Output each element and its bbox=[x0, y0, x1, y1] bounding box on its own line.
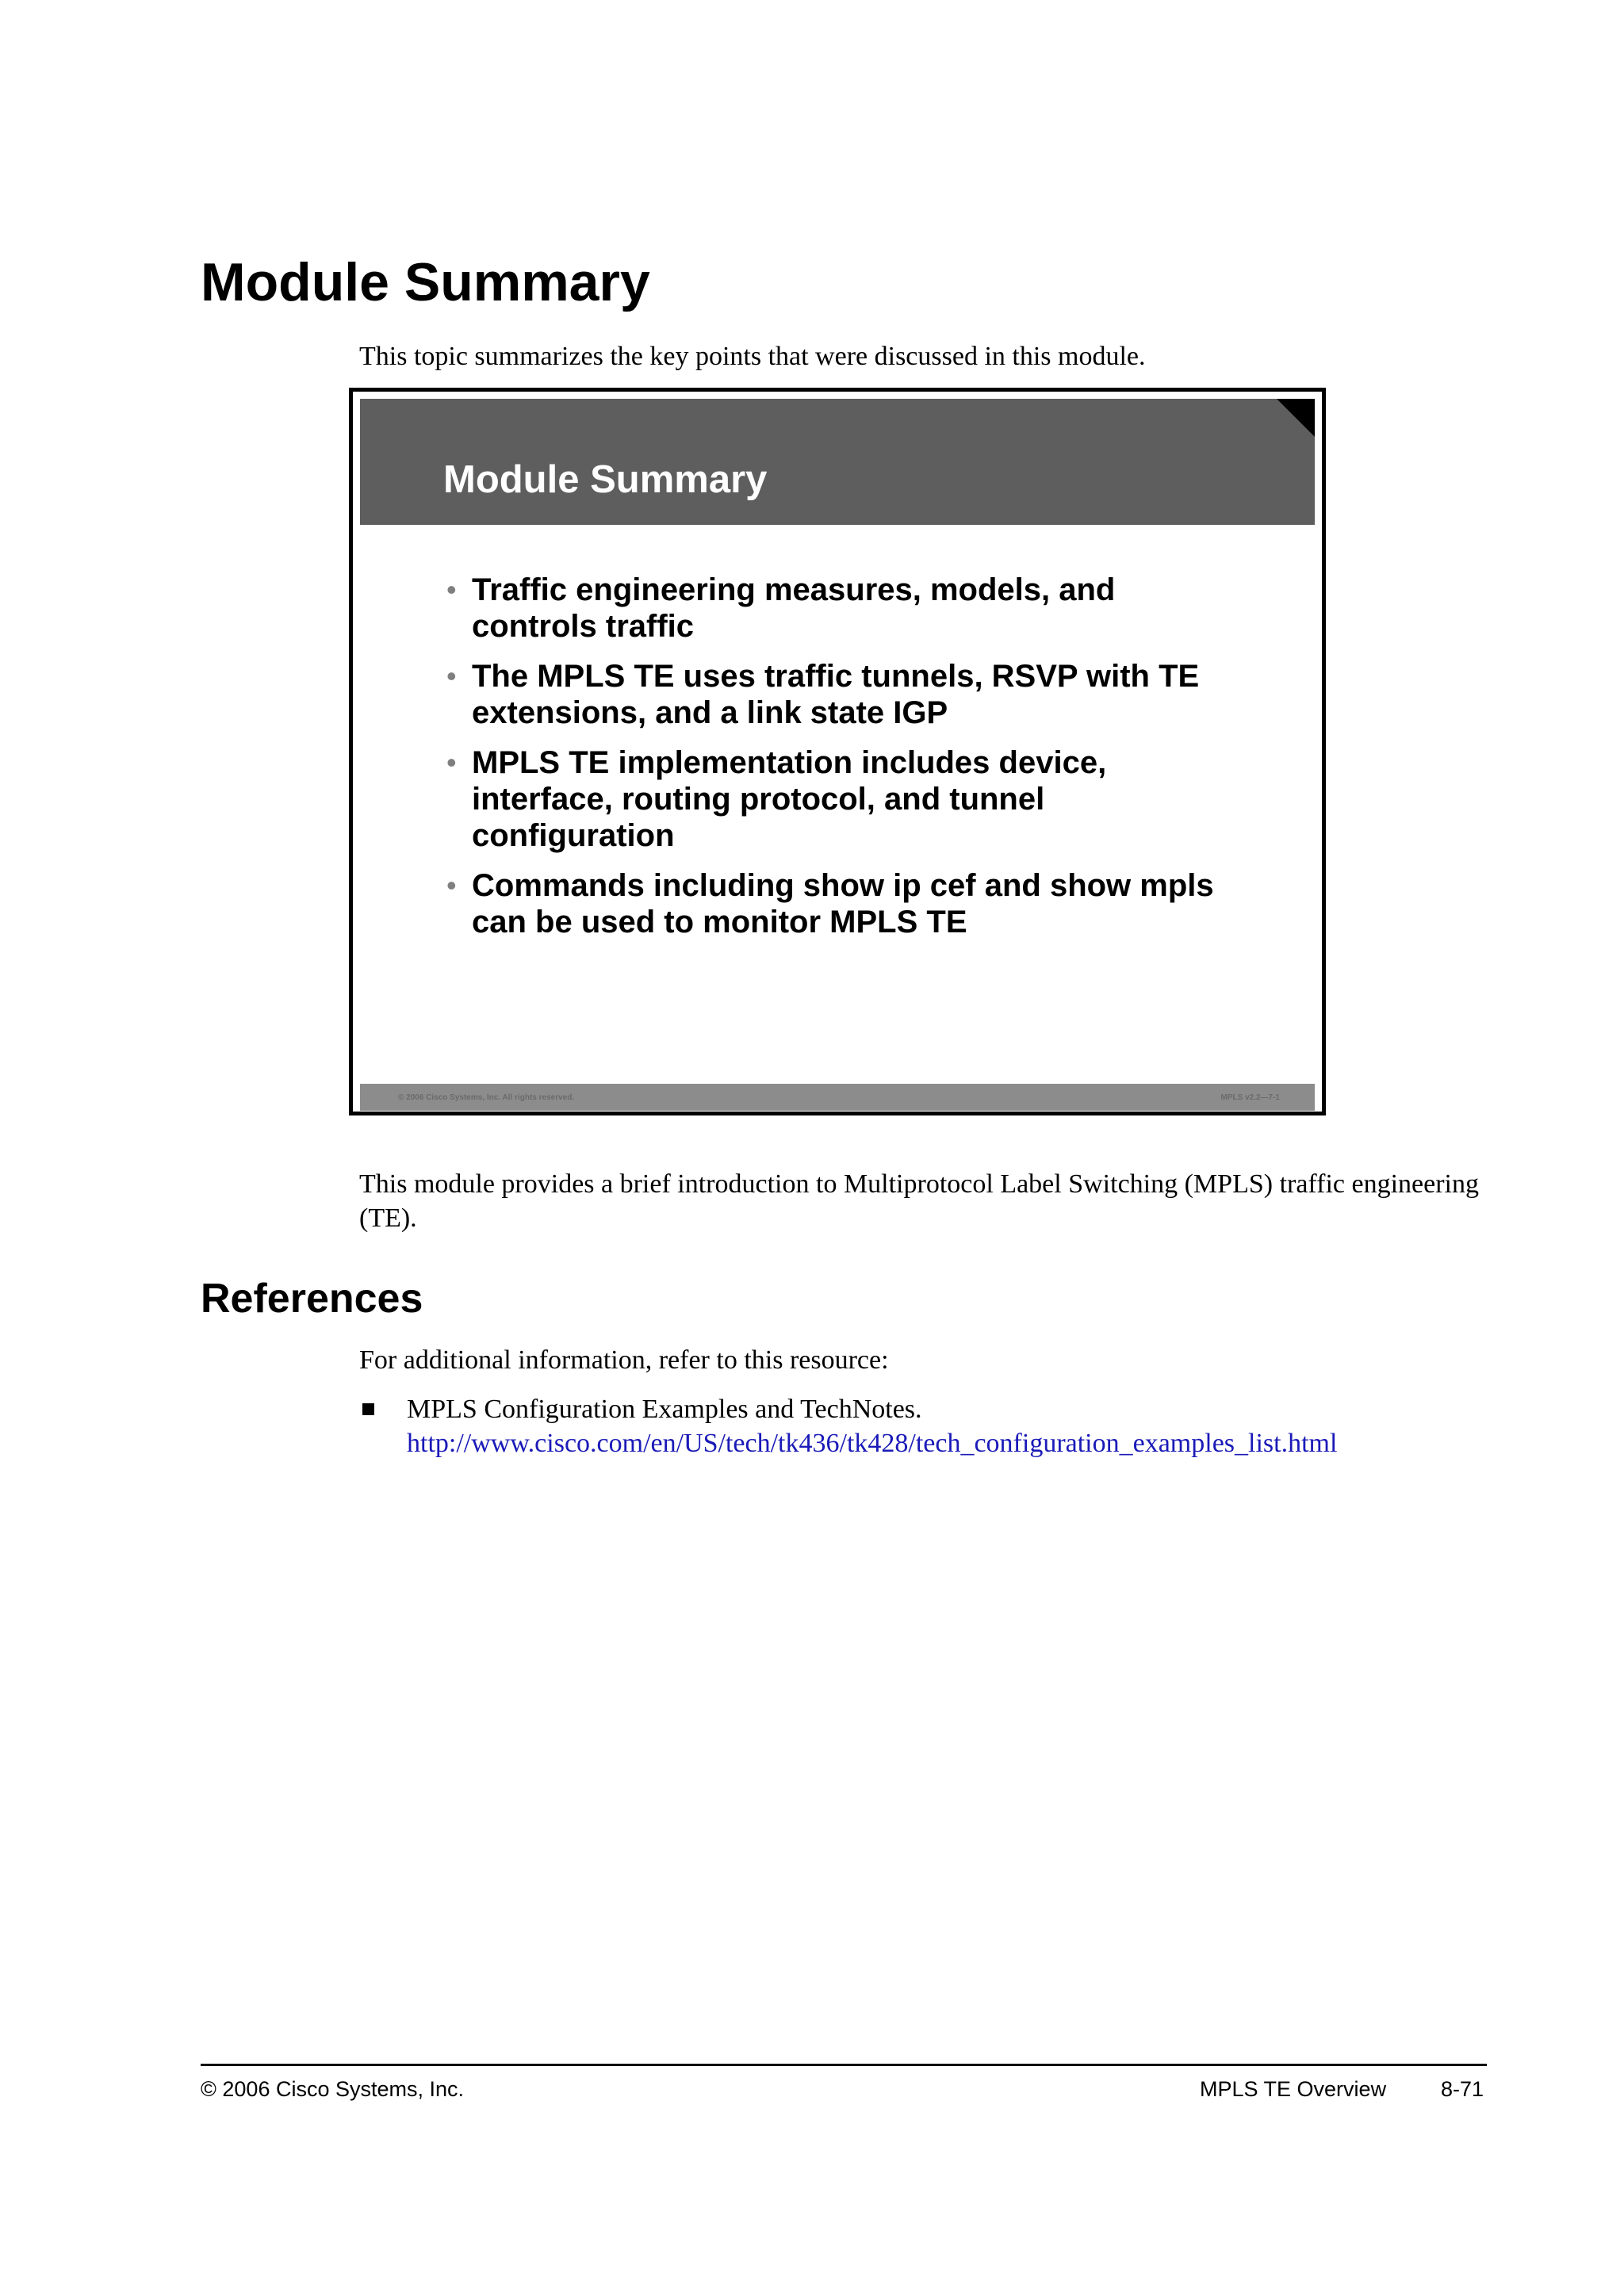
reference-title: MPLS Configuration Examples and TechNotes. bbox=[407, 1395, 922, 1424]
slide-footer-copyright: © 2006 Cisco Systems, Inc. All rights reserved. bbox=[398, 1093, 575, 1102]
bullet-dot-icon: • bbox=[446, 660, 457, 692]
square-bullet-icon bbox=[362, 1403, 374, 1415]
intro-text: This topic summarizes the key points that were discussed in this module. bbox=[359, 342, 1146, 371]
slide-bullet-text: MPLS TE implementation includes device, interface, routing protocol, and tunnel configuration bbox=[472, 745, 1107, 853]
slide-bullet bbox=[446, 744, 1239, 854]
references-intro: For additional information, refer to this resource: bbox=[359, 1345, 889, 1375]
reference-item bbox=[359, 1392, 1565, 1460]
footer-divider bbox=[201, 2064, 1487, 2066]
slide-footer bbox=[360, 1084, 1315, 1111]
slide-footer-code: MPLS v2.2—7-1 bbox=[1220, 1093, 1280, 1102]
bullet-dot-icon: • bbox=[446, 869, 457, 901]
slide-bullet-text: Traffic engineering measures, models, and controls traffic bbox=[472, 572, 1116, 644]
slide-bullet-text: Commands including show ip cef and show mpls can be used to monitor MPLS TE bbox=[472, 868, 1214, 939]
footer-copyright: © 2006 Cisco Systems, Inc. bbox=[201, 2077, 465, 2101]
bullet-dot-icon: • bbox=[446, 746, 457, 779]
page-title: Module Summary bbox=[201, 252, 650, 312]
references-heading: References bbox=[201, 1276, 423, 1322]
slide-title: Module Summary bbox=[443, 458, 768, 501]
slide-bullet bbox=[446, 572, 1239, 645]
slide-bullet-list bbox=[446, 572, 1239, 954]
slide-bullet bbox=[446, 867, 1239, 940]
footer-section: MPLS TE Overview bbox=[1200, 2077, 1387, 2101]
module-description: This module provides a brief introduction to Multiprotocol Label Switching (MPLS) traffic engineering (TE). bbox=[359, 1169, 1479, 1233]
bullet-dot-icon: • bbox=[446, 573, 457, 606]
slide-bullet bbox=[446, 658, 1239, 731]
reference-link[interactable]: http://www.cisco.com/en/US/tech/tk436/tk428/tech_configuration_examples_list.html bbox=[407, 1429, 1338, 1458]
slide-bullet-text: The MPLS TE uses traffic tunnels, RSVP with TE extensions, and a link state IGP bbox=[472, 659, 1200, 730]
footer-page-number: 8-71 bbox=[1441, 2077, 1484, 2101]
slide-header bbox=[360, 399, 1315, 525]
slide-figure bbox=[349, 388, 1326, 1115]
slide-corner-decoration bbox=[1277, 399, 1315, 437]
